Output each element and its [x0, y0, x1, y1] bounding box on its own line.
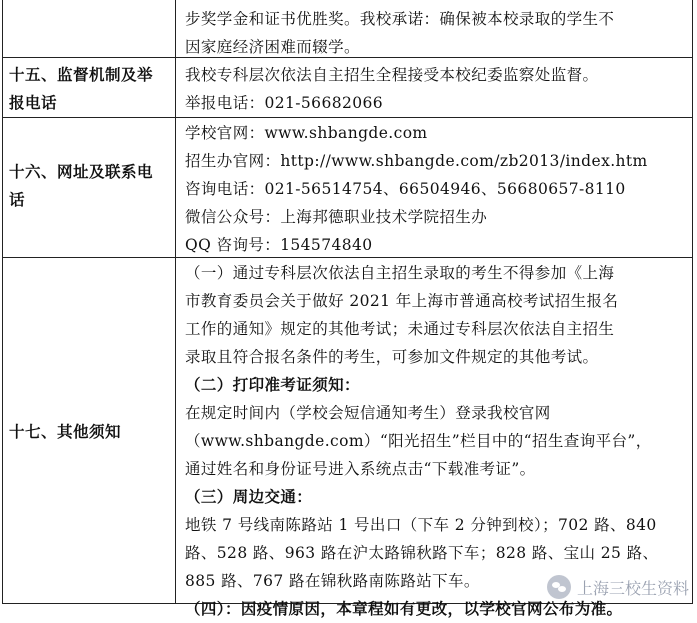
row15-label	[9, 60, 171, 116]
watermark-text: 上海三校生资料	[576, 578, 689, 598]
consult-phone: 咨询电话：021-56514754、66504946、56680657-8110	[185, 180, 626, 198]
text-line: 步奖学金和证书优胜奖。我校承诺：确保被本校录取的学生不	[185, 10, 615, 28]
section-heading: （二）打印准考证须知：	[185, 375, 360, 394]
text-line: 通过姓名和身份证号进入系统点击“下载准考证”。	[185, 460, 536, 478]
text-line: 录取且符合报名条件的考生，可参加文件规定的其他考试。	[185, 348, 599, 366]
text-line: 工作的通知》规定的其他考试；未通过专科层次依法自主招生	[185, 320, 615, 338]
text-line: 因家庭经济困难而辍学。	[185, 38, 360, 56]
label-line: 十五、监督机制及举	[9, 65, 154, 84]
notice-line: （四）：因疫情原因，本章程如有更改，以学校官网公布为准。	[185, 599, 623, 618]
row17-label: 十七、其他须知	[9, 422, 122, 441]
row17-content	[185, 259, 686, 623]
wechat-icon	[547, 575, 571, 599]
text-line: 地铁 7 号线南陈路站 1 号出口（下车 2 分钟到校）；702 路、840	[185, 516, 657, 534]
text-line: 我校专科层次依法自主招生全程接受本校纪委监察处监督。	[185, 66, 599, 84]
column-divider	[175, 0, 176, 603]
text-line: （一）通过专科层次依法自主招生录取的考生不得参加《上海	[185, 264, 615, 282]
text-line: 885 路、767 路在锦秋路南陈路站下车。	[185, 572, 480, 590]
label-line: 十六、网址及联系电	[9, 162, 154, 181]
text-line: 在规定时间内（学校会短信通知考生）登录我校官网	[185, 404, 551, 422]
label-line: 报电话	[9, 93, 58, 112]
row15-content	[185, 61, 686, 117]
text-line: （www.shbangde.com）“阳光招生”栏目中的“招生查询平台”，	[185, 432, 652, 450]
admissions-website: 招生办官网：http://www.shbangde.com/zb2013/index.htm	[185, 152, 648, 170]
info-table	[2, 0, 693, 618]
text-line: 市教育委员会关于做好 2021 年上海市普通高校考试招生报名	[185, 292, 619, 310]
wechat-account: 微信公众号：上海邦德职业技术学院招生办	[185, 208, 488, 226]
report-phone: 举报电话：021-56682066	[185, 94, 384, 112]
row-top-content	[185, 5, 686, 61]
school-website: 学校官网：www.shbangde.com	[185, 124, 428, 142]
row16-label	[9, 157, 171, 213]
row16-content	[185, 119, 686, 259]
watermark	[547, 575, 689, 599]
text-line: 路、528 路、963 路在沪太路锦秋路下车；828 路、宝山 25 路、	[185, 544, 659, 562]
section-heading: （三）周边交通：	[185, 487, 313, 506]
row-divider	[3, 117, 692, 118]
qq-number: QQ 咨询号：154574840	[185, 236, 373, 254]
label-line: 话	[9, 190, 26, 209]
